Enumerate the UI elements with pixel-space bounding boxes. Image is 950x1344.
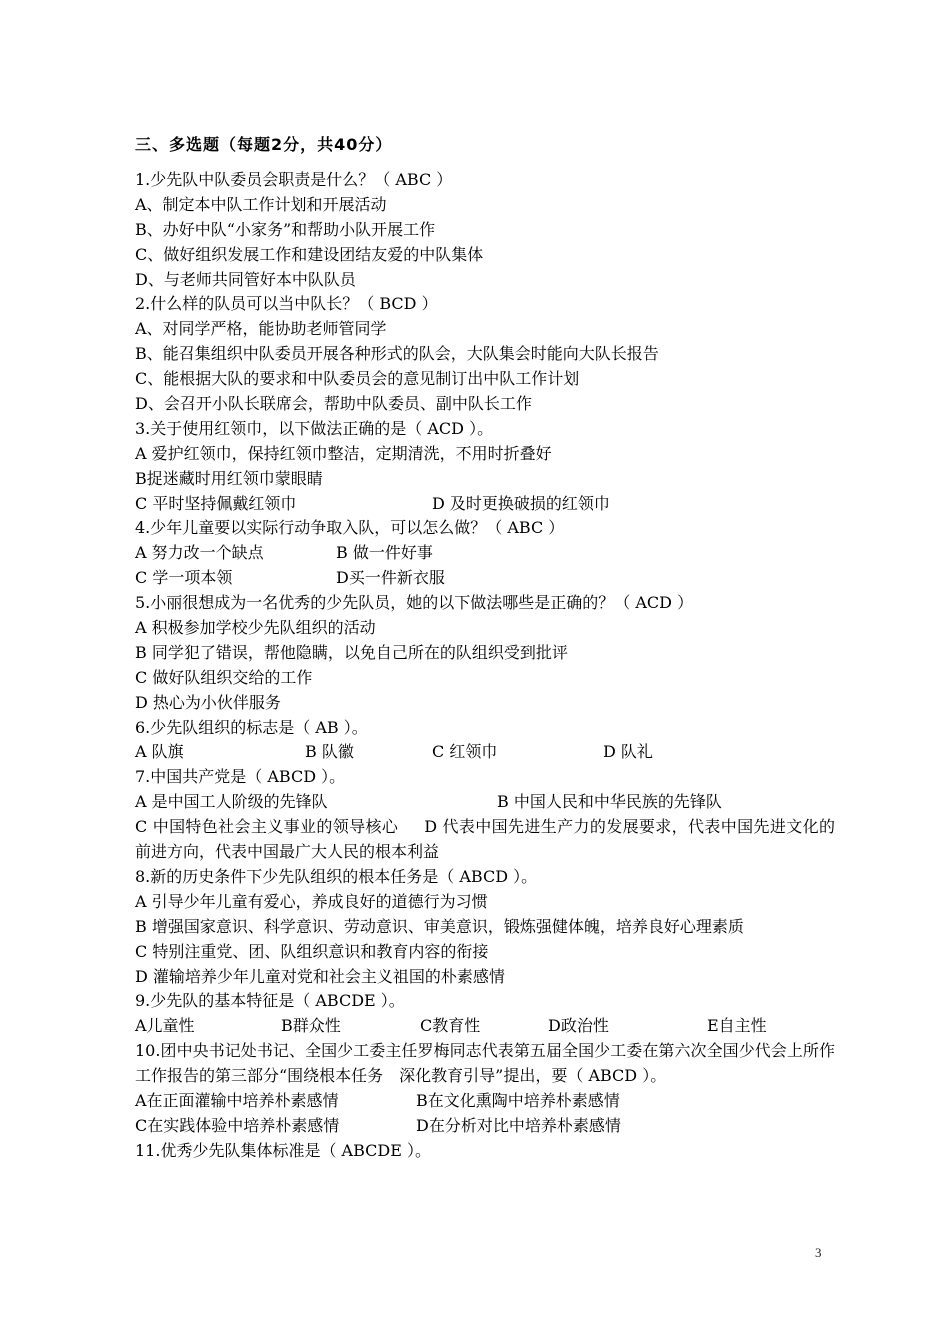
question-9-option-d: D政治性 xyxy=(548,1016,609,1036)
question-8: 8.新的历史条件下少先队组织的根本任务是（ ABCD ）。 xyxy=(135,866,538,886)
question-3-options-cd xyxy=(135,492,835,517)
question-2-option-a: A、对同学严格，能协助老师管同学 xyxy=(135,319,387,339)
question-8-option-c: C 特别注重党、团、队组织意识和教育内容的衔接 xyxy=(135,941,489,961)
question-10-option-c: C在实践体验中培养朴素感情 xyxy=(135,1115,340,1135)
question-6-option-a: A 队旗 xyxy=(135,742,184,762)
question-10-option-d: D在分析对比中培养朴素感情 xyxy=(416,1115,621,1135)
question-7-option-c: C 中国特色社会主义事业的领导核心 xyxy=(135,817,399,837)
question-9-option-a: A儿童性 xyxy=(135,1016,195,1036)
question-1-option-a: A、制定本中队工作计划和开展活动 xyxy=(135,194,387,214)
question-10-option-b: B在文化熏陶中培养朴素感情 xyxy=(416,1091,620,1111)
question-9-options xyxy=(135,1014,835,1039)
question-7-option-b: B 中国人民和中华民族的先锋队 xyxy=(497,792,722,812)
question-4-option-c: C 学一项本领 xyxy=(135,568,233,588)
section-title: 三、多选题（每题2分，共40分） xyxy=(135,135,393,154)
question-7-options-cd xyxy=(135,815,835,865)
question-6-option-d: D 队礼 xyxy=(603,742,653,762)
question-9-option-b: B群众性 xyxy=(281,1016,341,1036)
question-2: 2.什么样的队员可以当中队长？（ BCD ） xyxy=(135,294,438,314)
page-number: 3 xyxy=(815,1245,822,1260)
question-3: 3.关于使用红领巾，以下做法正确的是（ ACD ）。 xyxy=(135,418,494,438)
question-1-option-b: B、办好中队“小家务”和帮助小队开展工作 xyxy=(135,219,436,239)
question-8-option-b: B 增强国家意识、科学意识、劳动意识、审美意识，锻炼强健体魄，培养良好心理素质 xyxy=(135,916,744,936)
question-4-options-cd xyxy=(135,566,835,591)
question-6-options xyxy=(135,740,835,765)
question-10-option-a: A在正面灌输中培养朴素感情 xyxy=(135,1091,339,1111)
question-5-option-c: C 做好队组织交给的工作 xyxy=(135,667,313,687)
question-5: 5.小丽很想成为一名优秀的少先队员，她的以下做法哪些是正确的？（ ACD ） xyxy=(135,593,694,613)
question-2-option-c: C、能根据大队的要求和中队委员会的意见制订出中队工作计划 xyxy=(135,369,580,389)
question-4-options-ab xyxy=(135,541,835,566)
question-2-option-d: D、会召开小队长联席会，帮助中队委员、副中队长工作 xyxy=(135,394,532,414)
question-4: 4.少年儿童要以实际行动争取入队，可以怎么做？（ ABC ） xyxy=(135,518,565,538)
question-3-option-a: A 爱护红领巾，保持红领巾整洁，定期清洗，不用时折叠好 xyxy=(135,443,552,463)
question-3-option-b: B捉迷藏时用红领巾蒙眼睛 xyxy=(135,468,323,488)
question-1: 1.少先队中队委员会职责是什么？（ ABC ） xyxy=(135,170,453,189)
question-7-option-d: D 代表中国先进生产力的发展要求，代表中国先进文化的前进方向，代表中国最广大人民的根本利益 xyxy=(135,817,835,862)
document-page xyxy=(135,132,835,1164)
question-1-option-c: C、做好组织发展工作和建设团结友爱的中队集体 xyxy=(135,244,484,264)
question-5-option-d: D 热心为小伙伴服务 xyxy=(135,692,281,712)
question-8-option-d: D 灌输培养少年儿童对党和社会主义祖国的朴素感情 xyxy=(135,966,505,986)
question-7: 7.中国共产党是（ ABCD ）。 xyxy=(135,767,346,787)
question-5-option-b: B 同学犯了错误，帮他隐瞒，以免自己所在的队组织受到批评 xyxy=(135,642,568,662)
question-3-option-d: D 及时更换破损的红领巾 xyxy=(432,493,610,513)
question-9: 9.少先队的基本特征是（ ABCDE ）。 xyxy=(135,991,405,1011)
question-5-option-a: A 积极参加学校少先队组织的活动 xyxy=(135,618,376,638)
question-9-option-e: E自主性 xyxy=(707,1016,767,1036)
question-3-option-c: C 平时坚持佩戴红领巾 xyxy=(135,493,297,513)
question-6: 6.少先队组织的标志是（ AB ）。 xyxy=(135,717,368,737)
question-11: 11.优秀少先队集体标准是（ ABCDE ）。 xyxy=(135,1140,431,1160)
question-7-options-ab xyxy=(135,790,835,815)
question-2-option-b: B、能召集组织中队委员开展各种形式的队会，大队集会时能向大队长报告 xyxy=(135,344,659,364)
question-1-option-d: D、与老师共同管好本中队队员 xyxy=(135,269,356,289)
question-7-option-a: A 是中国工人阶级的先锋队 xyxy=(135,792,328,812)
question-8-option-a: A 引导少年儿童有爱心，养成良好的道德行为习惯 xyxy=(135,891,488,911)
question-4-option-a: A 努力改一个缺点 xyxy=(135,543,264,563)
question-6-option-b: B 队徽 xyxy=(305,742,354,762)
question-10-options-ab xyxy=(135,1089,835,1114)
question-9-option-c: C教育性 xyxy=(420,1016,481,1036)
question-6-option-c: C 红领巾 xyxy=(432,742,498,762)
question-10: 10.团中央书记处书记、全国少工委主任罗梅同志代表第五届全国少工委在第六次全国少代会上所作工作报告的第三部分“围绕根本任务 深化教育引导”提出，要（ ABCD ）。 xyxy=(135,1041,835,1086)
question-10-options-cd xyxy=(135,1114,835,1139)
question-4-option-b: B 做一件好事 xyxy=(336,543,433,563)
question-4-option-d: D买一件新衣服 xyxy=(336,568,445,588)
